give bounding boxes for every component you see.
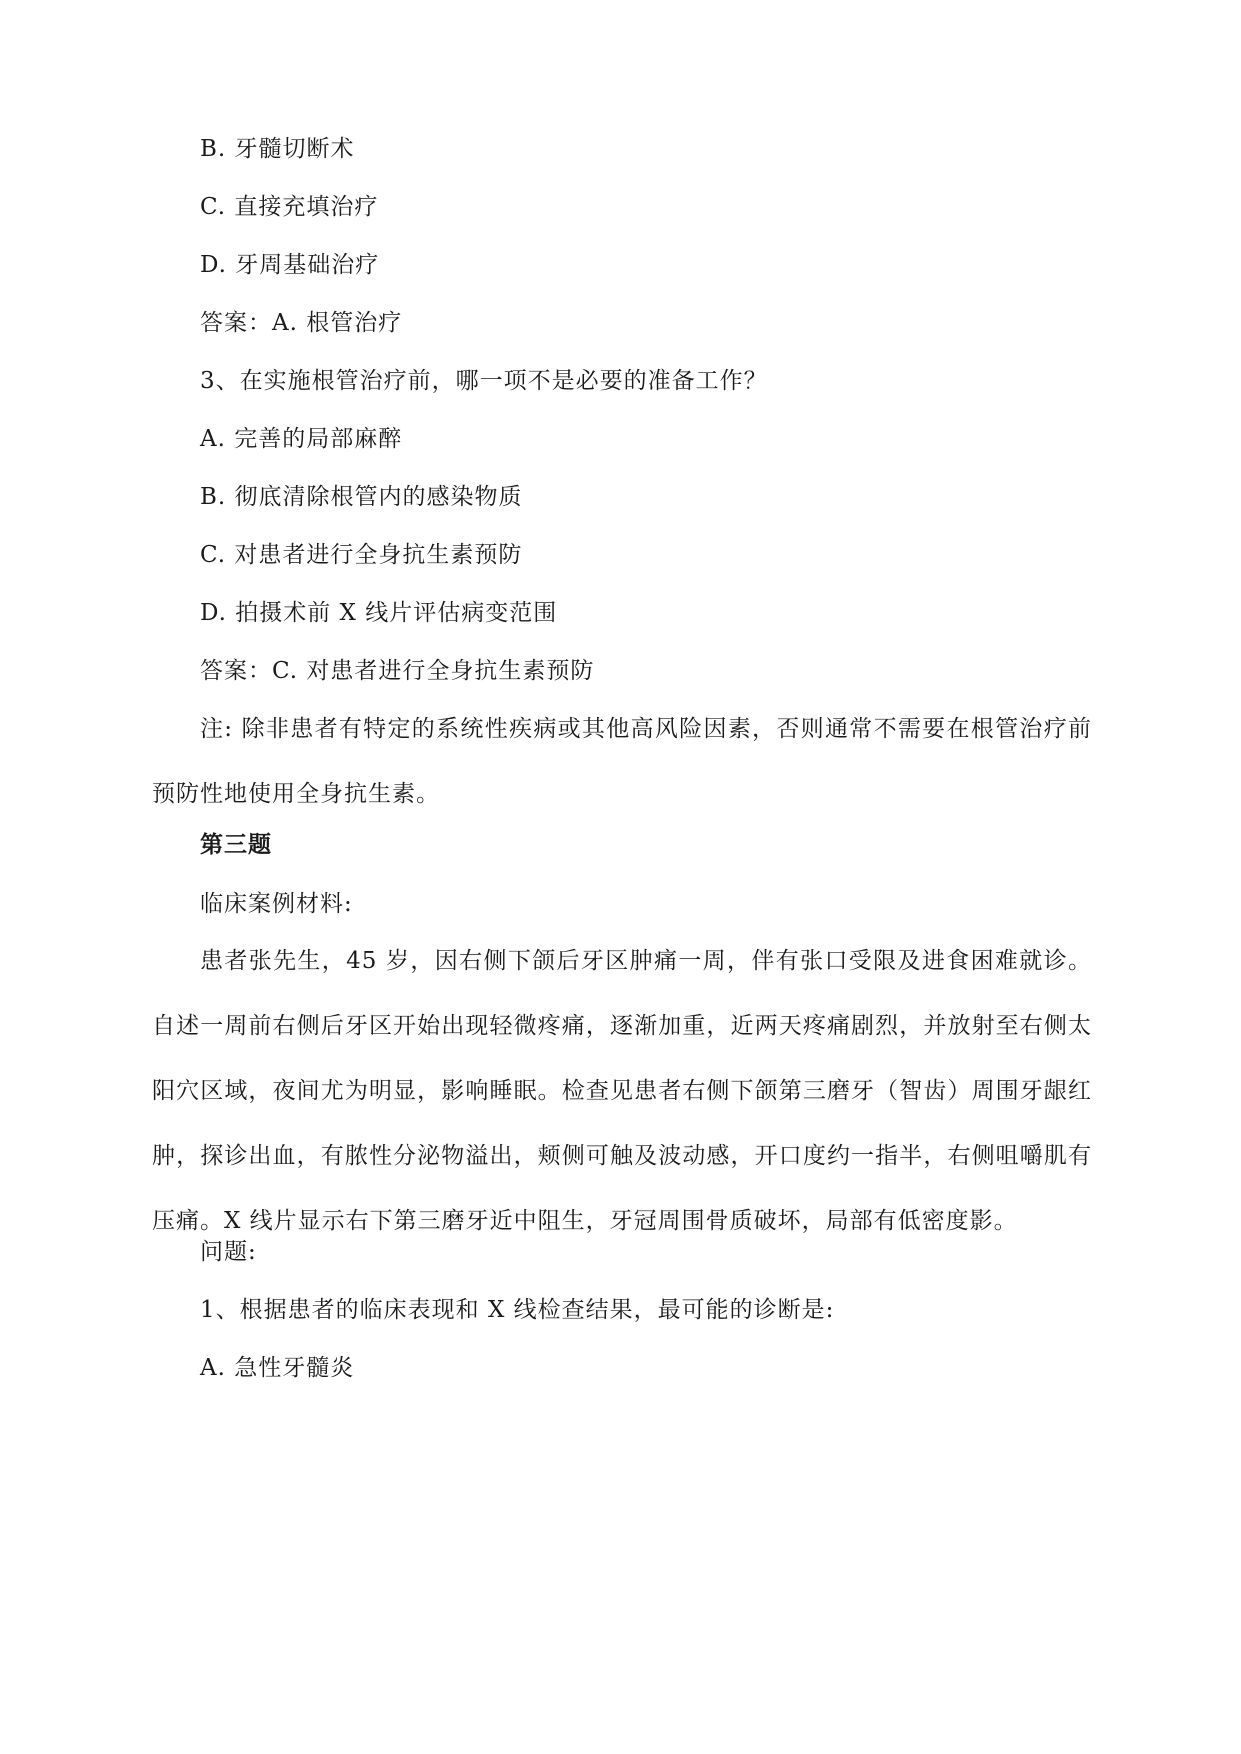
q3-option-d: D. 拍摄术前 X 线片评估病变范围 <box>200 600 558 626</box>
q2-answer: 答案：A. 根管治疗 <box>200 310 403 336</box>
q3-option-b: B. 彻底清除根管内的感染物质 <box>200 484 523 510</box>
section-heading: 第三题 <box>200 831 272 858</box>
section3-q1-option-a: A. 急性牙髓炎 <box>200 1355 355 1381</box>
q2-option-b: B. 牙髓切断术 <box>200 136 355 162</box>
q2-option-d: D. 牙周基础治疗 <box>200 252 380 278</box>
q3-option-c: C. 对患者进行全身抗生素预防 <box>200 542 523 568</box>
q3-question: 3、在实施根管治疗前，哪一项不是必要的准备工作？ <box>200 368 768 394</box>
q3-note: 注: 除非患者有特定的系统性疾病或其他高风险因素，否则通常不需要在根管治疗前预防性地使用全身抗生素。 <box>152 716 1092 807</box>
q3-answer: 答案：C. 对患者进行全身抗生素预防 <box>200 658 595 684</box>
questions-label: 问题: <box>200 1239 257 1265</box>
q3-option-a: A. 完善的局部麻醉 <box>200 426 403 452</box>
section3-q1: 1、根据患者的临床表现和 X 线检查结果，最可能的诊断是: <box>200 1297 835 1323</box>
case-label: 临床案例材料: <box>200 891 353 917</box>
q2-option-c: C. 直接充填治疗 <box>200 194 379 220</box>
case-text: 患者张先生，45 岁，因右侧下颌后牙区肿痛一周，伴有张口受限及进食困难就诊。自述一周前右侧后牙区开始出现轻微疼痛，逐渐加重，近两天疼痛剧烈，并放射至右侧太阳穴区域，夜间尤为明显，影响睡眠。检查见患者右侧下颌第三磨牙（智齿）周围牙龈红肿，探诊出血，有脓性分泌物溢出，颊侧可触及波动感，开口度约一指半，右侧咀嚼肌有压痛。X 线片显示右下第三磨牙近中阻生，牙冠周围骨质破坏，局部有低密度影。 <box>152 948 1092 1234</box>
